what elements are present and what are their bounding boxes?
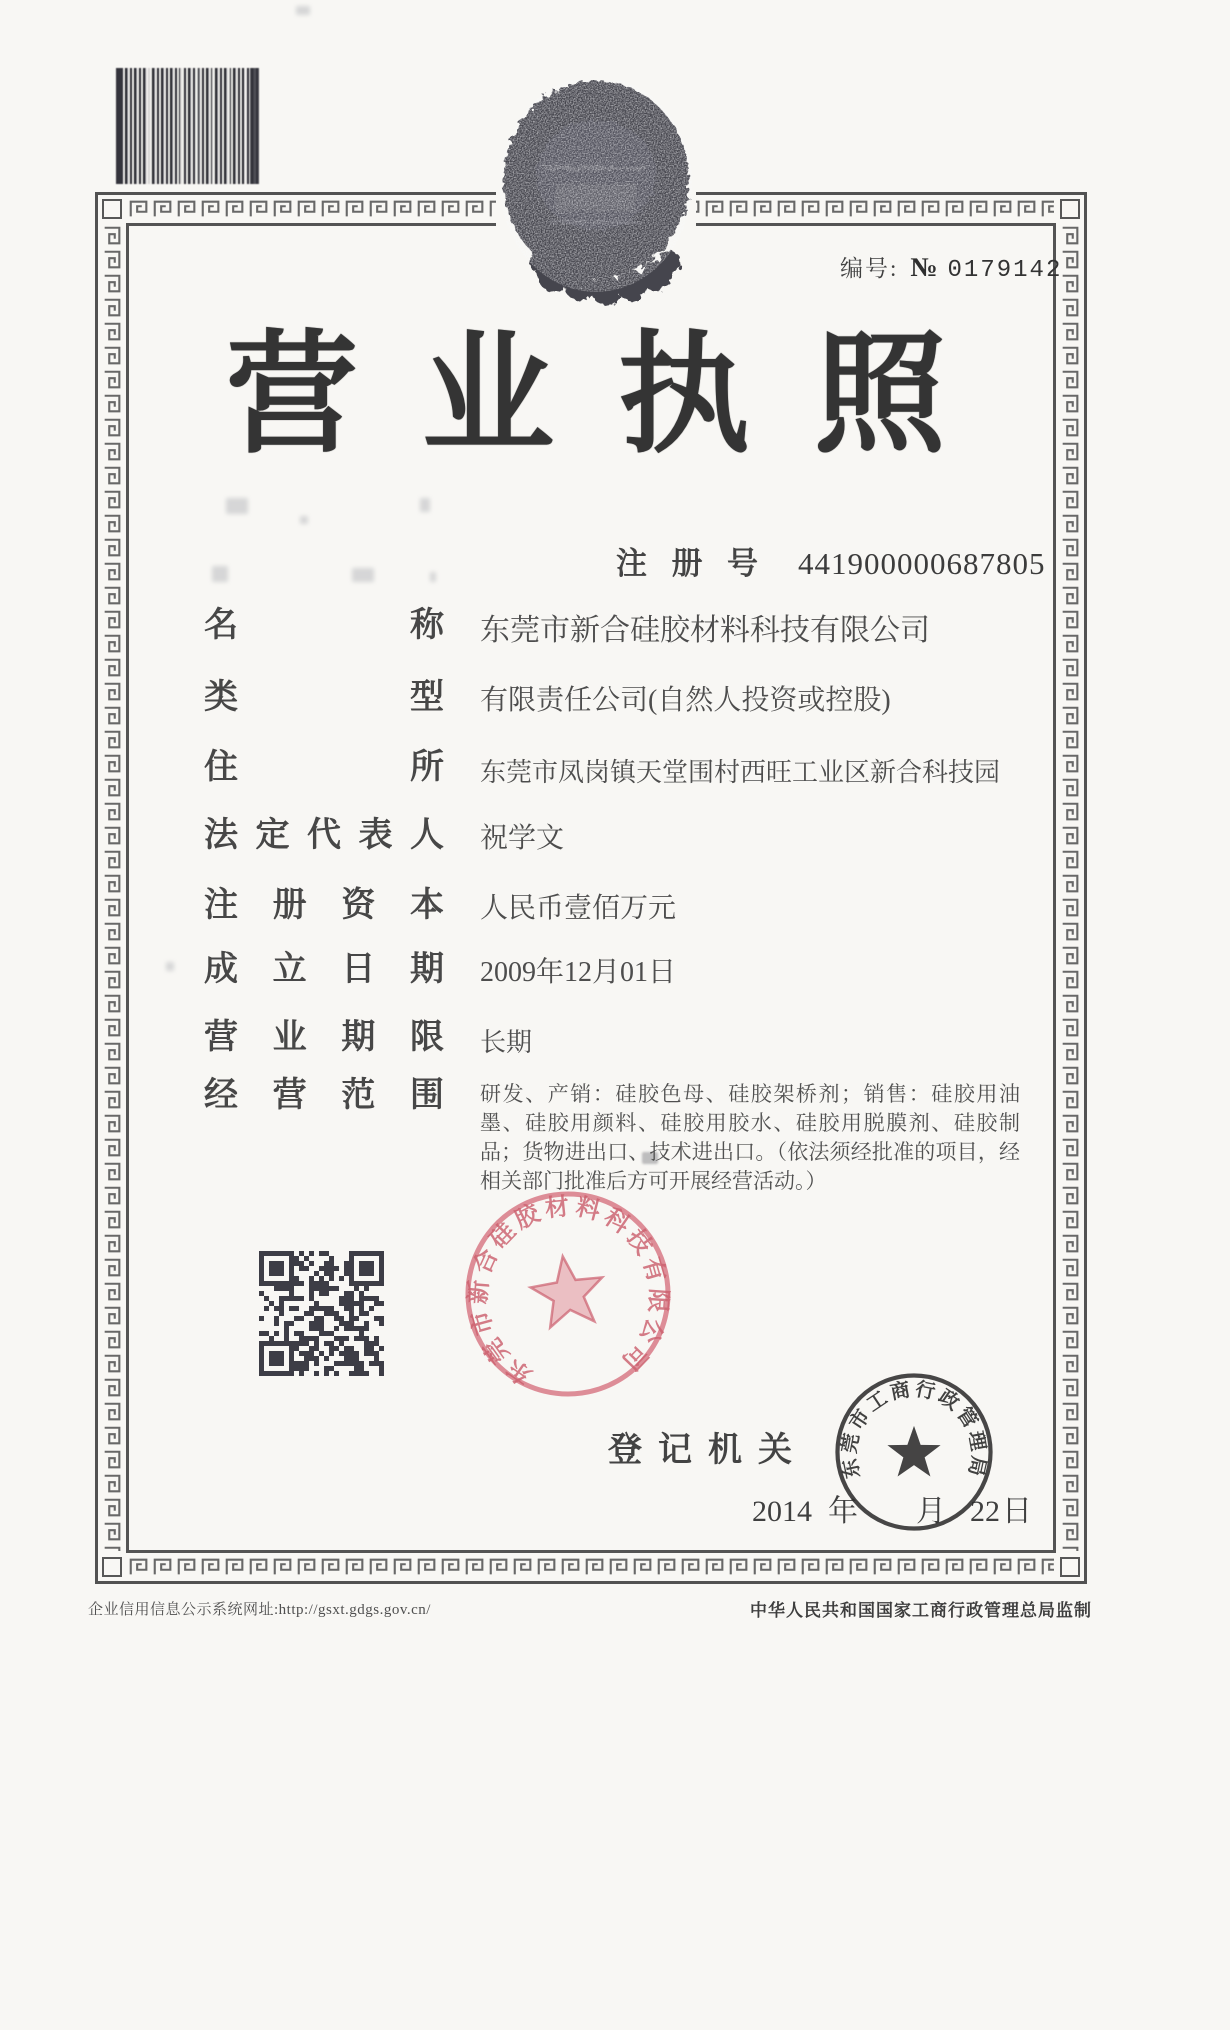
serial-number: 0179142 — [947, 257, 1063, 284]
day-character: 日 — [1002, 1495, 1032, 1528]
field-label: 注册资本 — [204, 887, 444, 924]
field-label: 住所 — [204, 749, 444, 786]
border-corner — [1060, 199, 1080, 219]
border-pattern-left — [101, 225, 123, 1551]
year-character: 年 — [828, 1495, 858, 1528]
border-pattern-right — [1059, 225, 1081, 1551]
registrar-label: 登记机关 — [608, 1432, 808, 1469]
field-value: 人民币壹佰万元 — [480, 893, 677, 924]
field-value: 东莞市新合硅胶材料科技有限公司 — [480, 614, 930, 647]
qr-code — [256, 1248, 387, 1379]
star-icon — [887, 1426, 940, 1477]
registration-number-line — [616, 538, 1046, 583]
field-row-type — [204, 678, 891, 719]
registry-seal — [830, 1368, 998, 1536]
border-corner — [1060, 1557, 1080, 1577]
field-value: 2009年12月01日 — [480, 957, 677, 988]
field-value: 东莞市凤岗镇天堂围村西旺工业区新合科技园 — [480, 758, 1001, 787]
registry-seal-text: 东莞市工商行政管理局 — [839, 1379, 989, 1481]
border-corner — [102, 199, 122, 219]
field-value: 有限责任公司(自然人投资或控股) — [480, 685, 891, 716]
scan-artifact — [296, 6, 310, 15]
field-value: 研发、产销：硅胶色母、硅胶架桥剂；销售：硅胶用油墨、硅胶用颜料、硅胶用胶水、硅胶用脱膜剂、硅胶制品；货物进出口、技术进出口。（依法须经批准的项目，经相关部门批准后方可开展经营活动。） — [480, 1082, 1020, 1193]
border-pattern-bottom — [128, 1556, 1054, 1578]
issue-year: 2014 — [752, 1495, 812, 1528]
company-seal-text: 东莞市新合硅胶材料科技有限公司 — [465, 1193, 672, 1389]
field-value: 长期 — [480, 1028, 533, 1057]
field-label: 成立日期 — [204, 951, 444, 988]
issuing-authority-note: 中华人民共和国国家工商行政管理总局监制 — [750, 1601, 1092, 1620]
field-row-capital — [204, 886, 676, 927]
registration-number-label: 注册号 — [616, 546, 758, 581]
field-row-name — [204, 606, 930, 650]
field-row-term — [204, 1018, 532, 1060]
field-value: 祝学文 — [480, 823, 565, 854]
field-label: 营业期限 — [204, 1019, 444, 1056]
field-row-legal-rep — [204, 816, 564, 857]
issue-day: 22 — [970, 1495, 1000, 1528]
document-title: 营业执照 — [226, 321, 1010, 468]
serial-label: 编号: — [840, 256, 899, 281]
registration-number-value: 441900000687805 — [798, 546, 1046, 581]
field-label: 法定代表人 — [204, 817, 444, 854]
field-label: 经营范围 — [204, 1077, 444, 1114]
field-label: 类型 — [204, 679, 444, 716]
field-row-established — [204, 950, 676, 991]
barcode-icon — [116, 68, 259, 184]
national-emblem-icon — [496, 80, 696, 306]
serial-numero-mark: № — [910, 252, 938, 282]
national-emblem — [496, 80, 696, 306]
public-info-url-note: 企业信用信息公示系统网址:http://gsxt.gdgs.gov.cn/ — [88, 1602, 431, 1618]
star-icon — [527, 1251, 608, 1329]
serial-line — [840, 250, 1062, 284]
qr-code-icon — [259, 1251, 384, 1376]
field-label: 名称 — [204, 607, 444, 644]
border-corner — [102, 1557, 122, 1577]
month-character: 月 — [916, 1495, 946, 1528]
field-row-address — [204, 748, 1000, 790]
company-seal — [442, 1168, 695, 1421]
